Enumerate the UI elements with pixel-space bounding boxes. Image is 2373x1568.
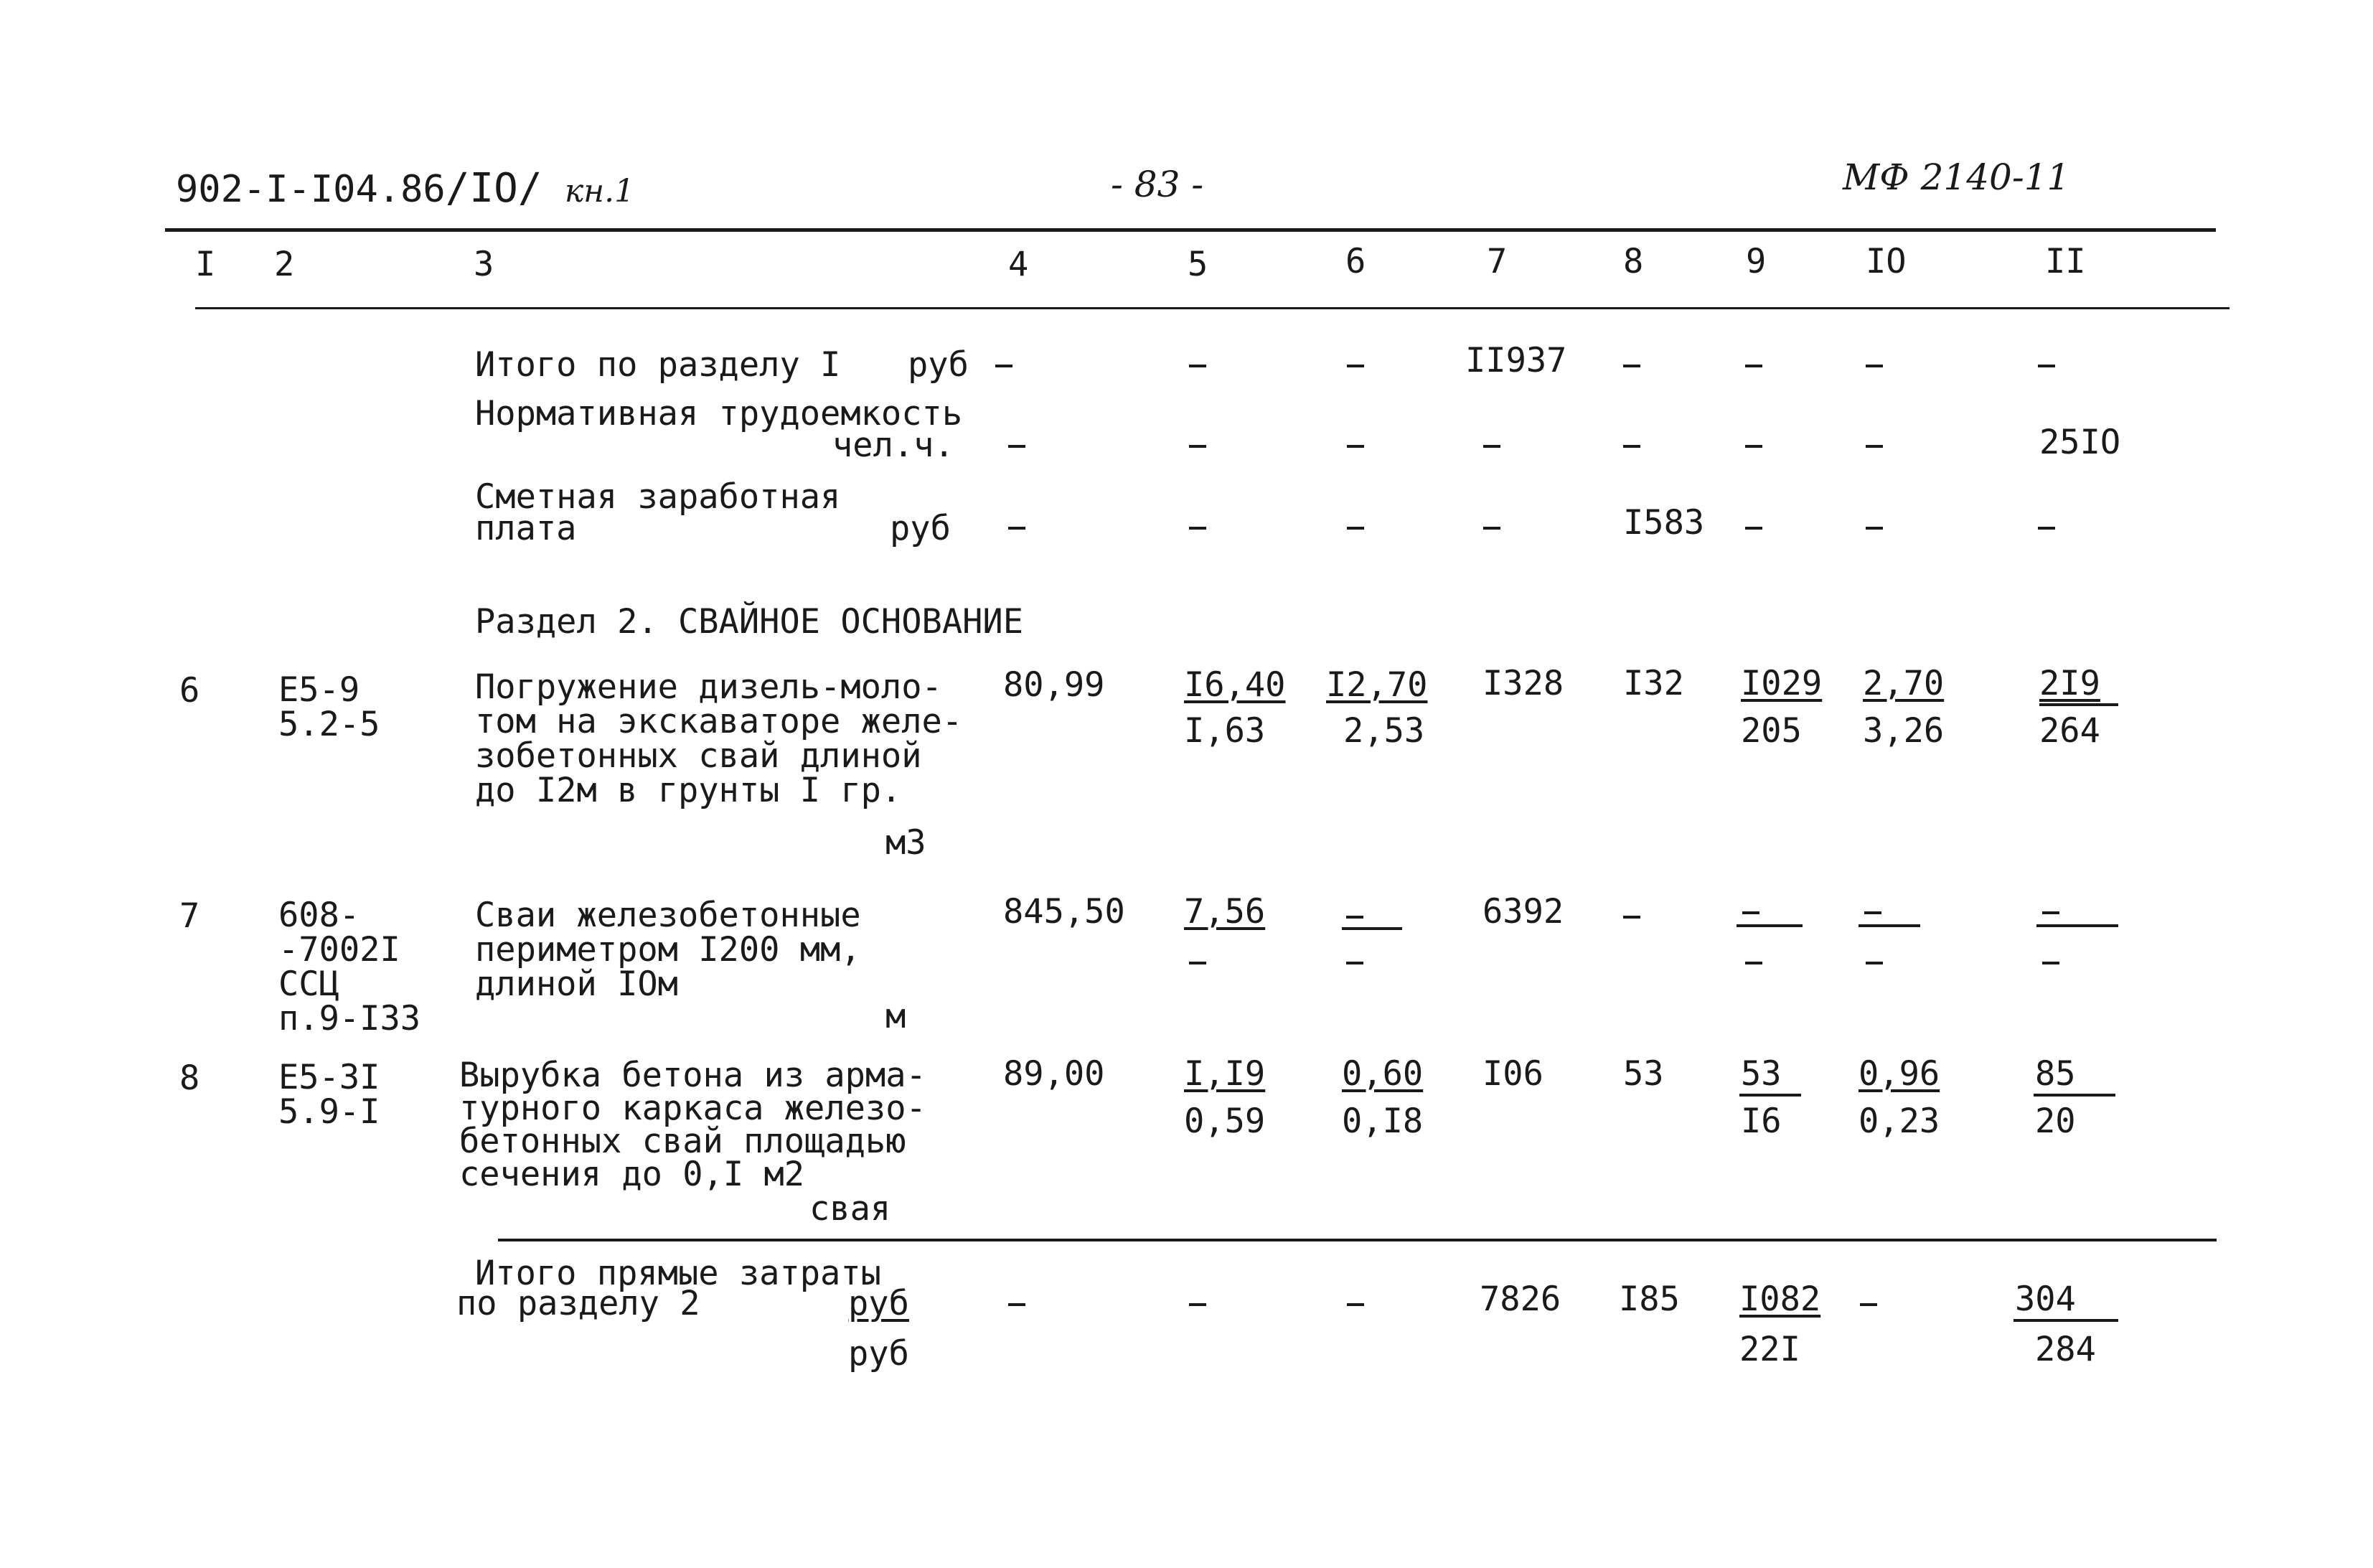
- section2-total-label-line2: по разделу 2: [456, 1284, 700, 1323]
- doc-code: [176, 165, 635, 212]
- row-description: Вырубка бетона из арма- турного каркаса железо- бетонных свай площадью сечения до 0,I м2: [459, 1056, 926, 1194]
- header-rule: [165, 228, 2216, 232]
- dash: [1346, 916, 1363, 919]
- dash: [2042, 962, 2059, 964]
- row-unit: свая: [809, 1189, 891, 1229]
- underline: [1859, 924, 1920, 927]
- section2-total-col11-top: 304: [2015, 1280, 2076, 1319]
- dash: [1483, 527, 1500, 530]
- page-number: - 83 -: [1111, 164, 1204, 205]
- row-description: Погружение дизель-моло- том на экскаваторе желе- зобетонных свай длиной до I2м в грунты I гр.: [475, 667, 963, 810]
- row-unit: м3: [885, 823, 926, 863]
- row-col10-bottom: 0,23: [1859, 1102, 1940, 1141]
- col-4-header: 4: [1008, 245, 1029, 284]
- dash: [1745, 445, 1762, 448]
- row-col6-bottom: 2,53: [1343, 711, 1425, 751]
- row-number: 7: [179, 896, 200, 936]
- column-header-rule: [195, 307, 2229, 309]
- dash: [1745, 527, 1762, 530]
- col-3-header: 3: [474, 245, 494, 284]
- dash: [2042, 911, 2059, 914]
- section2-total-col8: I85: [1619, 1280, 1680, 1319]
- row-col11-top: 2I9: [2039, 664, 2100, 703]
- labor-label-line2: чел.ч.: [832, 426, 954, 465]
- section2-total-label-line1: Итого прямые затраты: [475, 1254, 881, 1293]
- row-number: 6: [179, 671, 200, 710]
- row-col8: I32: [1623, 664, 1684, 703]
- row-col6-top: I2,70: [1326, 665, 1428, 705]
- col-5-header: 5: [1188, 245, 1208, 284]
- dash: [1623, 445, 1640, 448]
- section2-title: Раздел 2. СВАЙНОЕ ОСНОВАНИЕ: [475, 602, 1024, 642]
- doc-book: кн.1: [564, 173, 635, 210]
- underline: [2034, 1094, 2115, 1097]
- row-col7: I328: [1482, 664, 1564, 703]
- underline: [2036, 924, 2118, 927]
- dash: [1866, 365, 1883, 367]
- dash: [1623, 916, 1640, 919]
- row-col11-bottom: 20: [2035, 1102, 2076, 1141]
- dash: [1189, 962, 1206, 964]
- dash: [1742, 911, 1759, 914]
- col-7-header: 7: [1487, 242, 1508, 281]
- row-col9-top: 53: [1741, 1054, 1782, 1094]
- row-code: Е5-9 5.2-5: [278, 670, 380, 744]
- row-col10-bottom: 3,26: [1863, 711, 1945, 751]
- dash: [1189, 1303, 1206, 1306]
- row-col5-top: I6,40: [1184, 665, 1286, 705]
- dash: [2038, 365, 2055, 367]
- wage-label-line2: плата: [475, 509, 577, 548]
- underline: [1737, 924, 1803, 927]
- row-col5-bottom: I,63: [1184, 711, 1266, 751]
- dash: [1866, 527, 1883, 530]
- row-unit: м: [885, 997, 906, 1036]
- section2-total-col9-top: I082: [1739, 1280, 1821, 1319]
- row-col11-bottom: 264: [2039, 711, 2100, 751]
- row-col10-top: 0,96: [1859, 1054, 1940, 1094]
- row-col6-top: 0,60: [1342, 1054, 1424, 1094]
- row-col5-top: I,I9: [1184, 1054, 1266, 1094]
- dash: [1347, 527, 1364, 530]
- row-col9-top: I029: [1741, 664, 1823, 703]
- row-description: Сваи железобетонные периметром I200 мм, длиной IOм: [475, 896, 861, 1004]
- col-6-header: 6: [1345, 242, 1366, 281]
- col-11-header: II: [2045, 242, 2086, 281]
- wage-unit: руб: [890, 509, 951, 548]
- dash: [1864, 911, 1881, 914]
- row-col4: 89,00: [1003, 1054, 1105, 1094]
- section2-total-col9-bottom: 22I: [1739, 1330, 1800, 1369]
- row-col4: 80,99: [1003, 665, 1105, 705]
- row-col9-bottom: I6: [1741, 1102, 1782, 1141]
- row-col5-top: 7,56: [1184, 892, 1266, 931]
- col-10-header: IO: [1866, 242, 1907, 281]
- col-2-header: 2: [274, 245, 295, 284]
- row-col7: I06: [1482, 1054, 1543, 1094]
- dash: [1189, 365, 1206, 367]
- section1-total-unit: руб: [908, 345, 969, 385]
- section1-total-col7: II937: [1465, 341, 1567, 380]
- dash: [1008, 1303, 1025, 1306]
- section2-total-unit2: руб: [848, 1334, 909, 1374]
- row-col5-bottom: 0,59: [1184, 1102, 1266, 1141]
- dash: [2038, 527, 2055, 530]
- dash: [1866, 445, 1883, 448]
- doc-code-main: 902-I-I04.86: [176, 168, 446, 211]
- dash: [1008, 527, 1025, 530]
- row-col7: 6392: [1482, 892, 1564, 931]
- row-code: 608- -7002I ССЦ п.9-I33: [278, 896, 421, 1038]
- wage-col8: I583: [1623, 503, 1705, 543]
- col-8-header: 8: [1623, 242, 1644, 281]
- dash: [1008, 445, 1025, 448]
- doc-code-part: /IO/: [445, 165, 542, 212]
- dash: [1483, 445, 1500, 448]
- dash: [1866, 962, 1883, 964]
- underline: [2013, 1319, 2118, 1322]
- dash: [1347, 365, 1364, 367]
- dash: [995, 365, 1012, 367]
- section2-total-col11-bottom: 284: [2035, 1330, 2096, 1369]
- labor-col11: 25IO: [2039, 423, 2121, 462]
- row-col9-bottom: 205: [1741, 711, 1802, 751]
- row-col6-bottom: 0,I8: [1342, 1102, 1424, 1141]
- col-9-header: 9: [1746, 242, 1767, 281]
- section2-total-col7: 7826: [1480, 1280, 1561, 1319]
- row-code: Е5-3I 5.9-I: [278, 1058, 380, 1132]
- dash: [1623, 365, 1640, 367]
- dash: [1189, 445, 1206, 448]
- dash: [1189, 527, 1206, 530]
- wage-label-line1: Сметная заработная: [475, 477, 841, 517]
- dash: [1860, 1303, 1877, 1306]
- dash: [1745, 962, 1762, 964]
- labor-label-line1: Нормативная трудоемкость: [475, 394, 963, 433]
- row-col8: 53: [1623, 1054, 1664, 1094]
- stamp-code: МФ 2140-11: [1843, 156, 2070, 198]
- col-1-header: I: [195, 245, 216, 284]
- dash: [1346, 962, 1363, 964]
- row-col11-top: 85: [2035, 1054, 2076, 1094]
- underline: [1342, 927, 1402, 930]
- dash: [1347, 1303, 1364, 1306]
- dash: [1347, 445, 1364, 448]
- section2-rule: [498, 1239, 2217, 1241]
- section2-total-unit1: руб: [848, 1284, 909, 1323]
- dash: [1745, 365, 1762, 367]
- underline: [2039, 703, 2118, 706]
- row-number: 8: [179, 1058, 200, 1098]
- section1-total-label: Итого по разделу I: [475, 345, 841, 385]
- underline: [1739, 1094, 1801, 1097]
- row-col10-top: 2,70: [1863, 664, 1945, 703]
- row-col4: 845,50: [1003, 892, 1125, 931]
